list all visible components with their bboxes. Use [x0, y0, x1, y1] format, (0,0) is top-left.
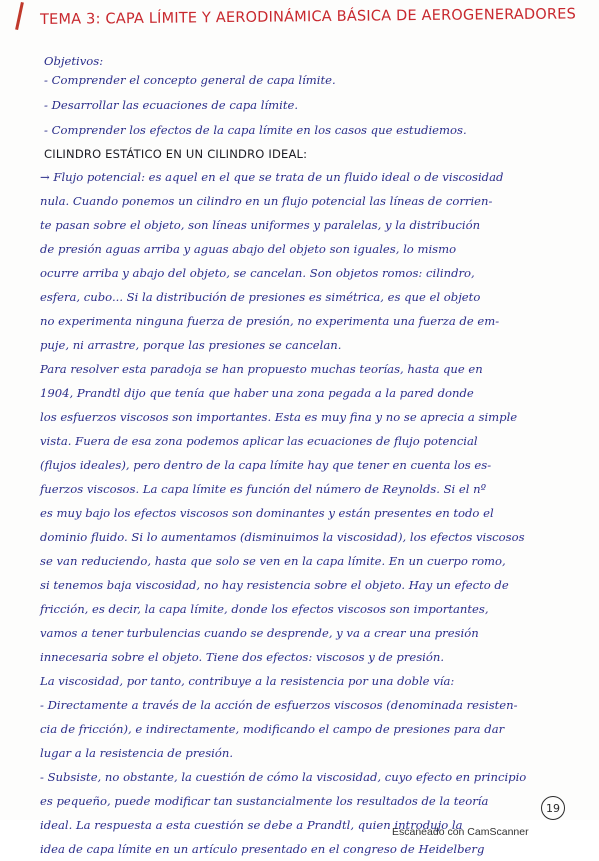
- text-line: si tenemos baja viscosidad, no hay resistencia sobre el objeto. Hay un efecto de: [40, 578, 509, 592]
- text-line: vista. Fuera de esa zona podemos aplicar las ecuaciones de flujo potencial: [40, 434, 478, 448]
- objective-item: - Comprender el concepto general de capa límite.: [44, 73, 336, 87]
- text-line: es pequeño, puede modificar tan sustancialmente los resultados de la teoría: [40, 794, 489, 808]
- text-line: cia de fricción), e indirectamente, modificando el campo de presiones para dar: [40, 722, 505, 736]
- text-line: puje, ni arrastre, porque las presiones se cancelan.: [40, 338, 342, 352]
- text-line: Para resolver esta paradoja se han propuesto muchas teorías, hasta que en: [40, 362, 483, 376]
- text-line: se van reduciendo, hasta que solo se ven en la capa límite. En un cuerpo romo,: [40, 554, 506, 568]
- text-line: es muy bajo los efectos viscosos son dominantes y están presentes en todo el: [40, 506, 494, 520]
- page-number: 19: [541, 796, 565, 820]
- objectives-list: [44, 68, 584, 143]
- objective-item: - Comprender los efectos de la capa límite en los casos que estudiemos.: [44, 123, 467, 137]
- page-title: TEMA 3: CAPA LÍMITE Y AERODINÁMICA BÁSICA DE AEROGENERADORES: [40, 6, 577, 28]
- text-line: dominio fluido. Si lo aumentamos (disminuimos la viscosidad), los efectos viscosos: [40, 530, 525, 544]
- text-line: La viscosidad, por tanto, contribuye a la resistencia por una doble vía:: [40, 674, 455, 688]
- text-line: fricción, es decir, la capa límite, donde los efectos viscosos son importantes,: [40, 602, 489, 616]
- text-line: (flujos ideales), pero dentro de la capa límite hay que tener en cuenta los es-: [40, 458, 492, 472]
- text-line: nula. Cuando ponemos un cilindro en un flujo potencial las líneas de corrien-: [40, 194, 493, 208]
- text-line: → Flujo potencial: es aquel en el que se trata de un fluido ideal o de viscosidad: [40, 170, 504, 184]
- text-line: no experimenta ninguna fuerza de presión, no experimenta una fuerza de em-: [40, 314, 500, 328]
- margin-mark: [15, 2, 24, 30]
- text-line: los esfuerzos viscosos son importantes. Esta es muy fina y no se aprecia a simple: [40, 410, 518, 424]
- text-line: idea de capa límite en un artículo presentado en el congreso de Heidelberg: [40, 842, 485, 856]
- text-line: te pasan sobre el objeto, son líneas uniformes y paralelas, y la distribución: [40, 218, 481, 232]
- section-heading: CILINDRO ESTÁTICO EN UN CILINDRO IDEAL:: [44, 147, 308, 161]
- text-line: vamos a tener turbulencias cuando se desprende, y va a crear una presión: [40, 626, 479, 640]
- body-text: [40, 165, 585, 861]
- objective-item: - Desarrollar las ecuaciones de capa límite.: [44, 98, 299, 112]
- text-line: 1904, Prandtl dijo que tenía que haber una zona pegada a la pared donde: [40, 386, 474, 400]
- text-line: innecesaria sobre el objeto. Tiene dos efectos: viscosos y de presión.: [40, 650, 445, 664]
- text-line: - Directamente a través de la acción de esfuerzos viscosos (denominada resisten-: [40, 698, 518, 712]
- scanner-watermark: Escaneado con CamScanner: [392, 826, 529, 838]
- text-line: de presión aguas arriba y aguas abajo del objeto son iguales, lo mismo: [40, 242, 457, 256]
- text-line: lugar a la resistencia de presión.: [40, 746, 234, 760]
- text-line: - Subsiste, no obstante, la cuestión de cómo la viscosidad, cuyo efecto en principio: [40, 770, 527, 784]
- text-line: esfera, cubo... Si la distribución de presiones es simétrica, es que el objeto: [40, 290, 481, 304]
- objectives-heading: Objetivos:: [44, 54, 104, 68]
- text-line: ocurre arriba y abajo del objeto, se cancelan. Son objetos romos: cilindro,: [40, 266, 475, 280]
- text-line: fuerzos viscosos. La capa límite es función del número de Reynolds. Si el nº: [40, 482, 487, 496]
- text-line: ideal. La respuesta a esta cuestión se debe a Prandtl, quien introdujo la: [40, 818, 463, 832]
